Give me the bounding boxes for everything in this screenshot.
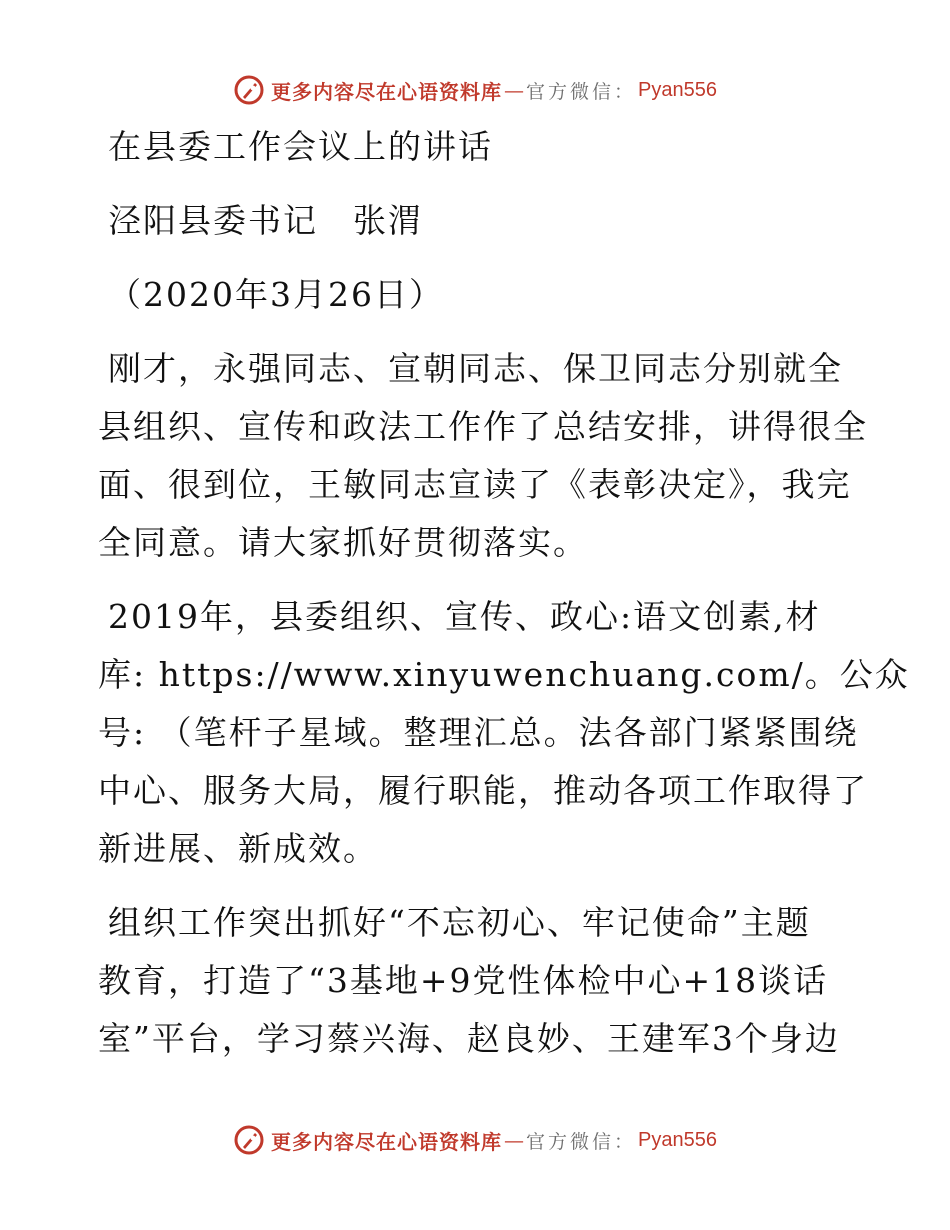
paragraph-3 [98,894,853,1068]
paragraph-line: 库: https://www.xinyuwenchuang.com/。公众 [98,655,910,694]
author-line: 泾阳县委书记 张渭 [108,201,423,240]
date-line: （2020年3月26日） [108,275,444,314]
watermark-id: Pyan556 [638,1128,717,1151]
watermark-suffix: 官方微信： [526,80,637,103]
watermark-brand: 更多内容尽在心语资料库 [271,1129,502,1154]
watermark-dash: — [504,1128,524,1152]
watermark-bottom [0,1120,950,1160]
paragraph-line: 2019年，县委组织、宣传、政心:语文创素,材 [108,597,821,636]
quill-logo-icon [233,1124,265,1156]
paragraph-line: 新进展、新成效。 [98,829,378,868]
watermark-id: Pyan556 [638,78,717,101]
watermark-dash: — [504,78,524,102]
paragraph-line: 刚才，永强同志、宣朝同志、保卫同志分别就全 [108,349,843,388]
watermark-top [0,70,950,110]
paragraph-line: 组织工作突出抓好“不忘初心、牢记使命”主题 [108,903,811,942]
document-body [98,118,910,1068]
paragraph-line: 教育，打造了“3基地+9党性体检中心+18谈话 [98,961,829,1000]
paragraph-1 [98,340,868,572]
paragraph-line: 中心、服务大局，履行职能，推动各项工作取得了 [98,771,868,810]
paragraph-line: 面、很到位，王敏同志宣读了《表彰决定》，我完 [98,465,852,504]
document-title: 在县委工作会议上的讲话 [108,127,493,166]
paragraph-line: 号: （笔杆子星域。整理汇总。法各部门紧紧围绕 [98,713,859,752]
paragraph-line: 全同意。请大家抓好贯彻落实。 [98,523,588,562]
watermark-brand: 更多内容尽在心语资料库 [271,79,502,104]
quill-logo-icon [233,74,265,106]
watermark-suffix: 官方微信： [526,1130,637,1153]
paragraph-line: 室”平台，学习蔡兴海、赵良妙、王建军3个身边 [98,1019,840,1058]
paragraph-line: 县组织、宣传和政法工作作了总结安排，讲得很全 [98,407,868,446]
paragraph-2 [98,588,910,878]
